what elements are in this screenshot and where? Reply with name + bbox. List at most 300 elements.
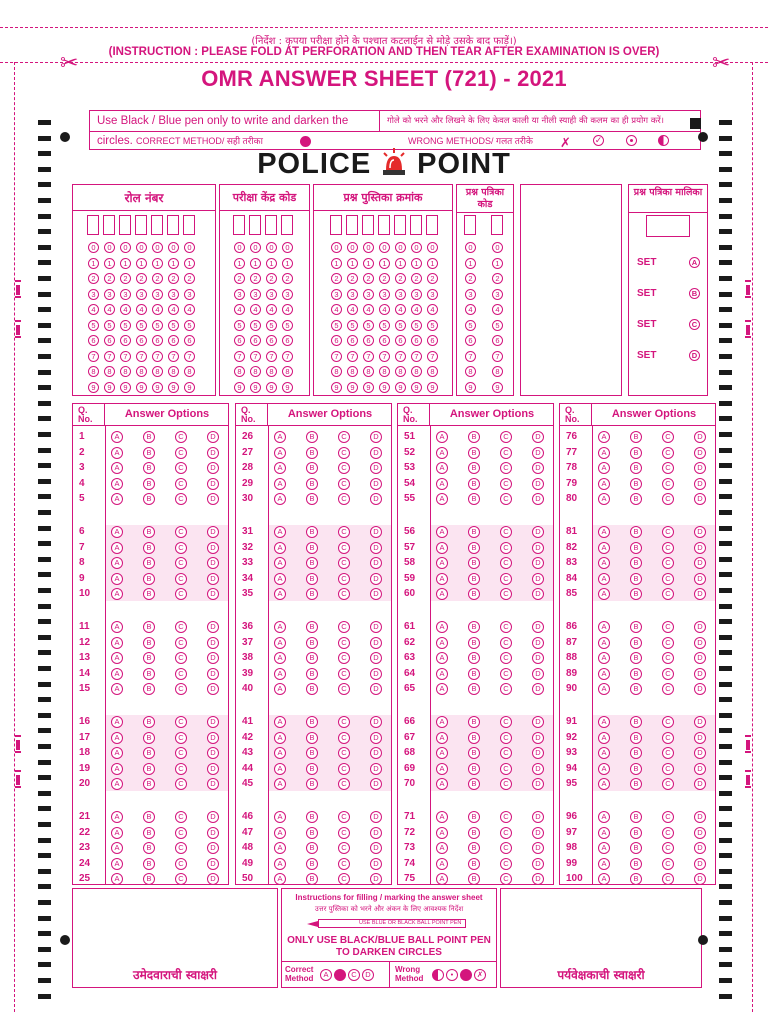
booklet-digit-bubble[interactable]: 7	[331, 351, 342, 362]
answer-option-bubble[interactable]: A	[598, 526, 610, 538]
answer-option-bubble[interactable]: A	[274, 621, 286, 633]
answer-option-bubble[interactable]: D	[694, 827, 706, 839]
answer-option-bubble[interactable]: D	[370, 447, 382, 459]
answer-option-bubble[interactable]: A	[598, 732, 610, 744]
answer-option-bubble[interactable]: C	[500, 526, 512, 538]
answer-option-bubble[interactable]: B	[143, 526, 155, 538]
answer-option-bubble[interactable]: A	[598, 637, 610, 649]
paper-code-digit-bubble[interactable]: 9	[492, 382, 503, 393]
paper-code-digit-bubble[interactable]: 6	[492, 335, 503, 346]
booklet-digit-bubble[interactable]: 5	[379, 320, 390, 331]
answer-option-bubble[interactable]: A	[436, 668, 448, 680]
roll-digit-bubble[interactable]: 8	[152, 366, 163, 377]
roll-digit-bubble[interactable]: 5	[104, 320, 115, 331]
answer-option-bubble[interactable]: D	[207, 493, 219, 505]
answer-option-bubble[interactable]: A	[436, 827, 448, 839]
roll-digit-bubble[interactable]: 4	[88, 304, 99, 315]
answer-option-bubble[interactable]: A	[274, 683, 286, 695]
booklet-digit-bubble[interactable]: 5	[411, 320, 422, 331]
answer-option-bubble[interactable]: B	[468, 842, 480, 854]
answer-option-bubble[interactable]: B	[143, 747, 155, 759]
answer-option-bubble[interactable]: A	[274, 493, 286, 505]
answer-option-bubble[interactable]: D	[694, 811, 706, 823]
booklet-digit-bubble[interactable]: 7	[363, 351, 374, 362]
roll-digit-bubble[interactable]: 7	[120, 351, 131, 362]
answer-option-bubble[interactable]: D	[207, 732, 219, 744]
roll-digit-bubble[interactable]: 3	[104, 289, 115, 300]
roll-digit-bubble[interactable]: 6	[104, 335, 115, 346]
answer-option-bubble[interactable]: D	[694, 668, 706, 680]
answer-option-bubble[interactable]: B	[468, 732, 480, 744]
answer-option-bubble[interactable]: B	[630, 873, 642, 885]
booklet-digit-bubble[interactable]: 7	[395, 351, 406, 362]
answer-option-bubble[interactable]: C	[175, 668, 187, 680]
answer-option-bubble[interactable]: D	[694, 557, 706, 569]
answer-option-bubble[interactable]: A	[111, 716, 123, 728]
roll-digit-bubble[interactable]: 2	[104, 273, 115, 284]
answer-option-bubble[interactable]: A	[436, 683, 448, 695]
answer-option-bubble[interactable]: C	[662, 478, 674, 490]
answer-option-bubble[interactable]: C	[500, 462, 512, 474]
answer-option-bubble[interactable]: B	[630, 716, 642, 728]
answer-option-bubble[interactable]: A	[598, 842, 610, 854]
centre-digit-bubble[interactable]: 6	[266, 335, 277, 346]
answer-option-bubble[interactable]: B	[468, 668, 480, 680]
answer-option-bubble[interactable]: A	[274, 778, 286, 790]
answer-option-bubble[interactable]: A	[436, 811, 448, 823]
answer-option-bubble[interactable]: B	[630, 478, 642, 490]
answer-option-bubble[interactable]: D	[532, 652, 544, 664]
roll-digit-bubble[interactable]: 7	[88, 351, 99, 362]
answer-option-bubble[interactable]: A	[274, 732, 286, 744]
answer-option-bubble[interactable]: D	[370, 542, 382, 554]
roll-digit-bubble[interactable]: 5	[136, 320, 147, 331]
answer-option-bubble[interactable]: A	[274, 526, 286, 538]
answer-option-bubble[interactable]: C	[175, 842, 187, 854]
roll-digit-bubble[interactable]: 6	[184, 335, 195, 346]
centre-digit-bubble[interactable]: 8	[266, 366, 277, 377]
answer-option-bubble[interactable]: A	[598, 588, 610, 600]
answer-option-bubble[interactable]: C	[662, 588, 674, 600]
answer-option-bubble[interactable]: B	[468, 588, 480, 600]
roll-digit-bubble[interactable]: 1	[184, 258, 195, 269]
answer-option-bubble[interactable]: A	[436, 858, 448, 870]
answer-option-bubble[interactable]: D	[370, 668, 382, 680]
answer-option-bubble[interactable]: A	[436, 526, 448, 538]
answer-option-bubble[interactable]: B	[143, 827, 155, 839]
answer-option-bubble[interactable]: A	[274, 588, 286, 600]
answer-option-bubble[interactable]: C	[500, 637, 512, 649]
centre-digit-bubble[interactable]: 4	[266, 304, 277, 315]
series-input-box[interactable]	[646, 215, 690, 237]
answer-option-bubble[interactable]: D	[532, 573, 544, 585]
answer-option-bubble[interactable]: B	[143, 858, 155, 870]
answer-option-bubble[interactable]: A	[436, 637, 448, 649]
supervisor-signature-box[interactable]	[500, 888, 702, 988]
answer-option-bubble[interactable]: B	[306, 542, 318, 554]
answer-option-bubble[interactable]: C	[175, 526, 187, 538]
answer-option-bubble[interactable]: D	[370, 811, 382, 823]
set-bubble[interactable]: C	[689, 319, 700, 330]
answer-option-bubble[interactable]: B	[468, 637, 480, 649]
answer-option-bubble[interactable]: C	[662, 716, 674, 728]
centre-input-box[interactable]	[233, 215, 245, 235]
roll-input-box[interactable]	[135, 215, 147, 235]
answer-option-bubble[interactable]: A	[111, 493, 123, 505]
booklet-digit-bubble[interactable]: 5	[363, 320, 374, 331]
answer-option-bubble[interactable]: C	[500, 778, 512, 790]
answer-option-bubble[interactable]: D	[694, 493, 706, 505]
answer-option-bubble[interactable]: A	[598, 447, 610, 459]
booklet-digit-bubble[interactable]: 2	[363, 273, 374, 284]
answer-option-bubble[interactable]: B	[630, 588, 642, 600]
answer-option-bubble[interactable]: B	[468, 542, 480, 554]
answer-option-bubble[interactable]: C	[500, 573, 512, 585]
answer-option-bubble[interactable]: C	[338, 811, 350, 823]
answer-option-bubble[interactable]: A	[111, 683, 123, 695]
answer-option-bubble[interactable]: A	[598, 716, 610, 728]
roll-digit-bubble[interactable]: 1	[152, 258, 163, 269]
roll-digit-bubble[interactable]: 3	[152, 289, 163, 300]
answer-option-bubble[interactable]: B	[468, 716, 480, 728]
answer-option-bubble[interactable]: C	[175, 557, 187, 569]
answer-option-bubble[interactable]: D	[207, 526, 219, 538]
answer-option-bubble[interactable]: C	[175, 447, 187, 459]
answer-option-bubble[interactable]: D	[207, 652, 219, 664]
answer-option-bubble[interactable]: B	[306, 668, 318, 680]
answer-option-bubble[interactable]: C	[338, 493, 350, 505]
booklet-digit-bubble[interactable]: 6	[411, 335, 422, 346]
answer-option-bubble[interactable]: B	[468, 858, 480, 870]
booklet-digit-bubble[interactable]: 7	[411, 351, 422, 362]
roll-digit-bubble[interactable]: 4	[136, 304, 147, 315]
answer-option-bubble[interactable]: A	[436, 478, 448, 490]
booklet-digit-bubble[interactable]: 5	[347, 320, 358, 331]
booklet-digit-bubble[interactable]: 1	[347, 258, 358, 269]
booklet-digit-bubble[interactable]: 1	[379, 258, 390, 269]
answer-option-bubble[interactable]: B	[468, 811, 480, 823]
answer-option-bubble[interactable]: D	[532, 858, 544, 870]
paper-code-digit-bubble[interactable]: 6	[465, 335, 476, 346]
answer-option-bubble[interactable]: B	[630, 462, 642, 474]
answer-option-bubble[interactable]: A	[598, 431, 610, 443]
answer-option-bubble[interactable]: B	[306, 858, 318, 870]
answer-option-bubble[interactable]: B	[468, 447, 480, 459]
roll-digit-bubble[interactable]: 2	[184, 273, 195, 284]
answer-option-bubble[interactable]: C	[500, 557, 512, 569]
answer-option-bubble[interactable]: B	[143, 431, 155, 443]
answer-option-bubble[interactable]: B	[306, 778, 318, 790]
roll-digit-bubble[interactable]: 1	[168, 258, 179, 269]
answer-option-bubble[interactable]: C	[175, 873, 187, 885]
answer-option-bubble[interactable]: C	[662, 873, 674, 885]
answer-option-bubble[interactable]: C	[338, 462, 350, 474]
answer-option-bubble[interactable]: B	[630, 542, 642, 554]
answer-option-bubble[interactable]: B	[306, 493, 318, 505]
answer-option-bubble[interactable]: C	[338, 557, 350, 569]
answer-option-bubble[interactable]: D	[370, 573, 382, 585]
answer-option-bubble[interactable]: D	[532, 462, 544, 474]
roll-digit-bubble[interactable]: 1	[120, 258, 131, 269]
answer-option-bubble[interactable]: B	[630, 732, 642, 744]
answer-option-bubble[interactable]: C	[500, 858, 512, 870]
answer-option-bubble[interactable]: B	[143, 637, 155, 649]
answer-option-bubble[interactable]: B	[306, 637, 318, 649]
set-option-row[interactable]	[637, 319, 701, 333]
answer-option-bubble[interactable]: A	[598, 858, 610, 870]
centre-digit-bubble[interactable]: 7	[266, 351, 277, 362]
paper-code-digit-bubble[interactable]: 5	[465, 320, 476, 331]
answer-option-bubble[interactable]: B	[468, 478, 480, 490]
roll-digit-bubble[interactable]: 1	[104, 258, 115, 269]
roll-digit-bubble[interactable]: 2	[168, 273, 179, 284]
roll-digit-bubble[interactable]: 6	[168, 335, 179, 346]
answer-option-bubble[interactable]: B	[468, 763, 480, 775]
answer-option-bubble[interactable]: C	[662, 842, 674, 854]
answer-option-bubble[interactable]: D	[532, 557, 544, 569]
answer-option-bubble[interactable]: C	[175, 462, 187, 474]
answer-option-bubble[interactable]: B	[630, 557, 642, 569]
answer-option-bubble[interactable]: C	[338, 668, 350, 680]
roll-digit-bubble[interactable]: 9	[120, 382, 131, 393]
answer-option-bubble[interactable]: A	[598, 478, 610, 490]
answer-option-bubble[interactable]: C	[338, 573, 350, 585]
answer-option-bubble[interactable]: A	[274, 478, 286, 490]
answer-option-bubble[interactable]: C	[662, 811, 674, 823]
answer-option-bubble[interactable]: D	[694, 431, 706, 443]
roll-input-box[interactable]	[167, 215, 179, 235]
answer-option-bubble[interactable]: A	[274, 637, 286, 649]
answer-option-bubble[interactable]: D	[370, 858, 382, 870]
answer-option-bubble[interactable]: C	[338, 763, 350, 775]
answer-option-bubble[interactable]: D	[207, 747, 219, 759]
booklet-digit-bubble[interactable]: 3	[379, 289, 390, 300]
answer-option-bubble[interactable]: B	[143, 462, 155, 474]
answer-option-bubble[interactable]: B	[468, 747, 480, 759]
paper-code-digit-bubble[interactable]: 4	[465, 304, 476, 315]
roll-digit-bubble[interactable]: 4	[104, 304, 115, 315]
centre-digit-bubble[interactable]: 3	[282, 289, 293, 300]
paper-code-digit-bubble[interactable]: 7	[465, 351, 476, 362]
answer-option-bubble[interactable]: D	[694, 747, 706, 759]
roll-digit-bubble[interactable]: 3	[88, 289, 99, 300]
answer-option-bubble[interactable]: C	[662, 447, 674, 459]
answer-option-bubble[interactable]: A	[598, 683, 610, 695]
booklet-digit-bubble[interactable]: 8	[363, 366, 374, 377]
answer-option-bubble[interactable]: D	[532, 668, 544, 680]
answer-option-bubble[interactable]: A	[111, 842, 123, 854]
booklet-input-box[interactable]	[362, 215, 374, 235]
answer-option-bubble[interactable]: D	[370, 557, 382, 569]
answer-option-bubble[interactable]: D	[532, 542, 544, 554]
roll-digit-bubble[interactable]: 7	[184, 351, 195, 362]
answer-option-bubble[interactable]: D	[532, 842, 544, 854]
booklet-digit-bubble[interactable]: 9	[331, 382, 342, 393]
paper-code-digit-bubble[interactable]: 8	[492, 366, 503, 377]
roll-digit-bubble[interactable]: 3	[168, 289, 179, 300]
answer-option-bubble[interactable]: D	[694, 778, 706, 790]
answer-option-bubble[interactable]: A	[111, 652, 123, 664]
roll-digit-bubble[interactable]: 6	[120, 335, 131, 346]
booklet-digit-bubble[interactable]: 3	[395, 289, 406, 300]
booklet-digit-bubble[interactable]: 0	[411, 242, 422, 253]
answer-option-bubble[interactable]: C	[500, 811, 512, 823]
booklet-digit-bubble[interactable]: 3	[427, 289, 438, 300]
booklet-input-box[interactable]	[410, 215, 422, 235]
set-bubble[interactable]: A	[689, 257, 700, 268]
answer-option-bubble[interactable]: A	[274, 811, 286, 823]
answer-option-bubble[interactable]: D	[370, 621, 382, 633]
roll-digit-bubble[interactable]: 2	[152, 273, 163, 284]
answer-option-bubble[interactable]: A	[274, 557, 286, 569]
centre-digit-bubble[interactable]: 7	[234, 351, 245, 362]
roll-digit-bubble[interactable]: 9	[152, 382, 163, 393]
answer-option-bubble[interactable]: C	[500, 478, 512, 490]
answer-option-bubble[interactable]: B	[468, 462, 480, 474]
answer-option-bubble[interactable]: A	[598, 811, 610, 823]
answer-option-bubble[interactable]: C	[500, 621, 512, 633]
answer-option-bubble[interactable]: B	[143, 778, 155, 790]
answer-option-bubble[interactable]: C	[500, 716, 512, 728]
answer-option-bubble[interactable]: A	[598, 557, 610, 569]
answer-option-bubble[interactable]: A	[274, 652, 286, 664]
answer-option-bubble[interactable]: C	[662, 827, 674, 839]
paper-code-digit-bubble[interactable]: 2	[492, 273, 503, 284]
roll-digit-bubble[interactable]: 3	[136, 289, 147, 300]
answer-option-bubble[interactable]: C	[338, 747, 350, 759]
answer-option-bubble[interactable]: B	[630, 652, 642, 664]
answer-option-bubble[interactable]: B	[468, 526, 480, 538]
answer-option-bubble[interactable]: A	[111, 637, 123, 649]
answer-option-bubble[interactable]: D	[370, 747, 382, 759]
answer-option-bubble[interactable]: B	[468, 557, 480, 569]
set-option-row[interactable]	[637, 288, 701, 302]
answer-option-bubble[interactable]: A	[274, 447, 286, 459]
booklet-digit-bubble[interactable]: 4	[427, 304, 438, 315]
answer-option-bubble[interactable]: C	[662, 573, 674, 585]
booklet-digit-bubble[interactable]: 9	[379, 382, 390, 393]
roll-digit-bubble[interactable]: 3	[120, 289, 131, 300]
booklet-input-box[interactable]	[426, 215, 438, 235]
answer-option-bubble[interactable]: C	[500, 447, 512, 459]
answer-option-bubble[interactable]: A	[598, 573, 610, 585]
answer-option-bubble[interactable]: A	[598, 763, 610, 775]
booklet-digit-bubble[interactable]: 8	[411, 366, 422, 377]
answer-option-bubble[interactable]: A	[274, 573, 286, 585]
roll-input-box[interactable]	[103, 215, 115, 235]
booklet-input-box[interactable]	[394, 215, 406, 235]
answer-option-bubble[interactable]: C	[662, 431, 674, 443]
answer-option-bubble[interactable]: D	[207, 447, 219, 459]
booklet-digit-bubble[interactable]: 0	[363, 242, 374, 253]
centre-digit-bubble[interactable]: 0	[282, 242, 293, 253]
answer-option-bubble[interactable]: D	[532, 588, 544, 600]
answer-option-bubble[interactable]: C	[175, 747, 187, 759]
answer-option-bubble[interactable]: A	[111, 858, 123, 870]
booklet-digit-bubble[interactable]: 9	[363, 382, 374, 393]
answer-option-bubble[interactable]: C	[175, 652, 187, 664]
booklet-input-box[interactable]	[378, 215, 390, 235]
answer-option-bubble[interactable]: C	[662, 652, 674, 664]
paper-code-digit-bubble[interactable]: 0	[492, 242, 503, 253]
answer-option-bubble[interactable]: D	[370, 493, 382, 505]
answer-option-bubble[interactable]: D	[207, 873, 219, 885]
answer-option-bubble[interactable]: A	[111, 778, 123, 790]
answer-option-bubble[interactable]: C	[662, 637, 674, 649]
booklet-digit-bubble[interactable]: 1	[427, 258, 438, 269]
answer-option-bubble[interactable]: C	[175, 811, 187, 823]
paper-code-digit-bubble[interactable]: 3	[465, 289, 476, 300]
answer-option-bubble[interactable]: B	[306, 557, 318, 569]
centre-digit-bubble[interactable]: 2	[234, 273, 245, 284]
answer-option-bubble[interactable]: D	[370, 763, 382, 775]
answer-option-bubble[interactable]: C	[175, 542, 187, 554]
answer-option-bubble[interactable]: C	[175, 621, 187, 633]
roll-digit-bubble[interactable]: 7	[104, 351, 115, 362]
answer-option-bubble[interactable]: A	[111, 557, 123, 569]
answer-option-bubble[interactable]: B	[630, 811, 642, 823]
answer-option-bubble[interactable]: C	[500, 747, 512, 759]
answer-option-bubble[interactable]: B	[306, 478, 318, 490]
paper-code-digit-bubble[interactable]: 3	[492, 289, 503, 300]
booklet-digit-bubble[interactable]: 1	[331, 258, 342, 269]
answer-option-bubble[interactable]: B	[143, 873, 155, 885]
roll-digit-bubble[interactable]: 8	[168, 366, 179, 377]
answer-option-bubble[interactable]: B	[143, 811, 155, 823]
answer-option-bubble[interactable]: A	[274, 462, 286, 474]
centre-digit-bubble[interactable]: 9	[282, 382, 293, 393]
booklet-digit-bubble[interactable]: 5	[395, 320, 406, 331]
roll-digit-bubble[interactable]: 9	[184, 382, 195, 393]
answer-option-bubble[interactable]: A	[274, 763, 286, 775]
answer-option-bubble[interactable]: A	[111, 668, 123, 680]
answer-option-bubble[interactable]: A	[111, 478, 123, 490]
roll-digit-bubble[interactable]: 4	[120, 304, 131, 315]
answer-option-bubble[interactable]: B	[306, 683, 318, 695]
answer-option-bubble[interactable]: D	[370, 462, 382, 474]
booklet-input-box[interactable]	[346, 215, 358, 235]
answer-option-bubble[interactable]: B	[630, 763, 642, 775]
answer-option-bubble[interactable]: C	[662, 747, 674, 759]
answer-option-bubble[interactable]: C	[662, 683, 674, 695]
answer-option-bubble[interactable]: D	[370, 778, 382, 790]
answer-option-bubble[interactable]: B	[306, 716, 318, 728]
answer-option-bubble[interactable]: D	[694, 462, 706, 474]
booklet-digit-bubble[interactable]: 9	[395, 382, 406, 393]
centre-digit-bubble[interactable]: 8	[282, 366, 293, 377]
answer-option-bubble[interactable]: D	[694, 732, 706, 744]
answer-option-bubble[interactable]: C	[338, 431, 350, 443]
answer-option-bubble[interactable]: B	[468, 873, 480, 885]
roll-input-box[interactable]	[119, 215, 131, 235]
answer-option-bubble[interactable]: D	[694, 542, 706, 554]
answer-option-bubble[interactable]: A	[436, 621, 448, 633]
answer-option-bubble[interactable]: B	[306, 842, 318, 854]
centre-input-box[interactable]	[265, 215, 277, 235]
answer-option-bubble[interactable]: A	[111, 431, 123, 443]
booklet-digit-bubble[interactable]: 4	[395, 304, 406, 315]
answer-option-bubble[interactable]: C	[175, 732, 187, 744]
answer-option-bubble[interactable]: A	[111, 763, 123, 775]
answer-option-bubble[interactable]: D	[694, 588, 706, 600]
roll-digit-bubble[interactable]: 7	[136, 351, 147, 362]
answer-option-bubble[interactable]: D	[694, 573, 706, 585]
paper-code-digit-bubble[interactable]: 2	[465, 273, 476, 284]
answer-option-bubble[interactable]: D	[207, 431, 219, 443]
answer-option-bubble[interactable]: A	[598, 827, 610, 839]
answer-option-bubble[interactable]: B	[630, 747, 642, 759]
answer-option-bubble[interactable]: A	[274, 431, 286, 443]
